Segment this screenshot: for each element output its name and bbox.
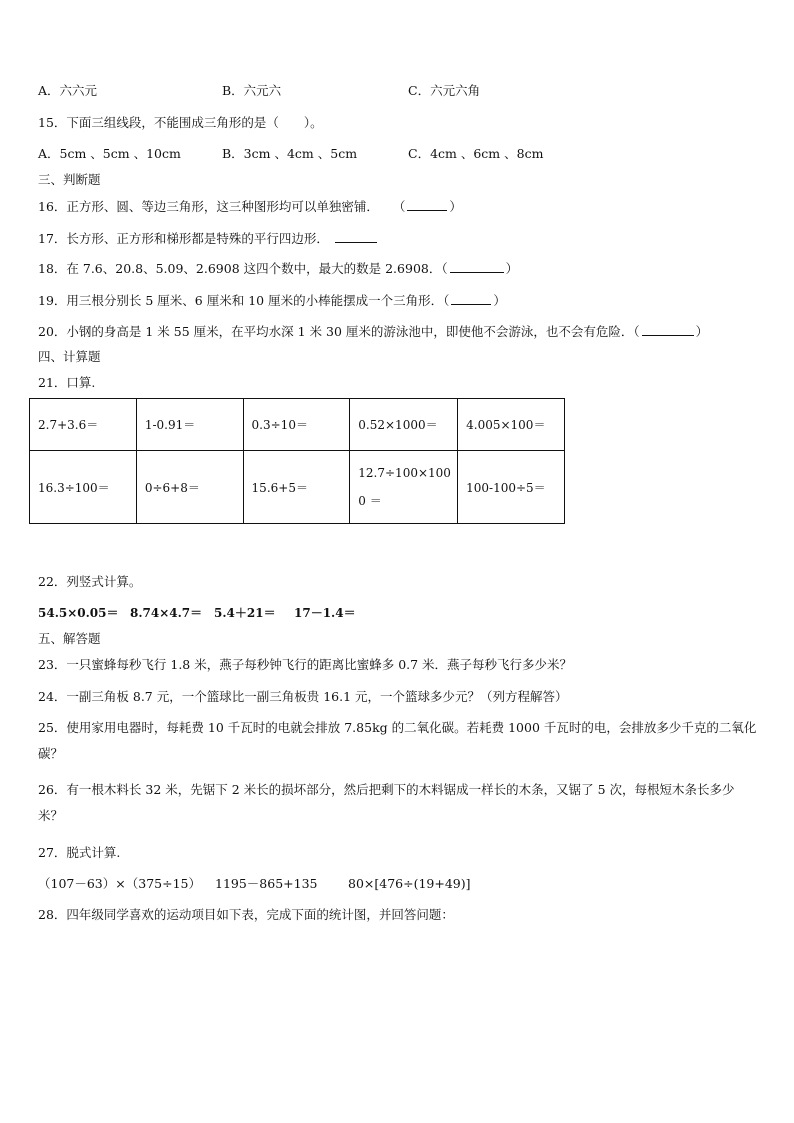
q22-expr-4: 17－1.4＝ (294, 606, 356, 620)
table-row (30, 399, 565, 451)
table-cell: 100-100÷5＝ (458, 451, 565, 524)
q27-expr-3: 80×[476÷(19+49)] (348, 876, 471, 891)
q27-expr-1: （107－63）×（375÷15） (38, 876, 201, 891)
q27-question: 27．脱式计算. (38, 845, 121, 860)
q18-text: 18．在 7.6、20.8、5.09、2.6908 这四个数中，最大的数是 2.6908．（ (38, 261, 448, 276)
q22-question: 22．列竖式计算。 (38, 574, 142, 589)
q27-expr-2: 1195－865+135 (215, 876, 318, 891)
q24-question: 24．一副三角板 8.7 元，一个篮球比一副三角板贵 16.1 元，一个篮球多少元？（列方程解答） (38, 689, 568, 704)
q25-question: 25．使用家用电器时，每耗费 10 千瓦时的电就会排放 7.85kg 的二氧化碳。若耗费 1000 千瓦时的电，会排放多少千克的二氧化碳？ (38, 720, 757, 761)
q18-question (38, 260, 518, 277)
table-cell: 4.005×100＝ (458, 399, 565, 451)
q21-question: 21．口算. (38, 375, 96, 390)
q16-open-paren: （ (392, 199, 406, 214)
q16-answer-blank[interactable] (407, 198, 447, 211)
table-cell: 15.6+5＝ (243, 451, 350, 524)
section-heading-calculation: 四、计算题 (38, 349, 101, 364)
q22-expr-1: 54.5×0.05＝ (38, 606, 119, 620)
table-cell: 1-0.91＝ (136, 399, 243, 451)
table-cell: 0.3÷10＝ (243, 399, 350, 451)
q14-option-a: A．六六元 (38, 83, 98, 98)
q17-question (38, 230, 379, 247)
q15-option-c: C．4cm 、6cm 、8cm (408, 146, 544, 161)
q15-option-b: B．3cm 、4cm 、5cm (222, 146, 358, 161)
q26-question: 26．有一根木料长 32 米，先锯下 2 米长的损坏部分，然后把剩下的木料锯成一样长的木条，又锯了 5 次，每根短木条长多少米？ (38, 782, 735, 823)
q22-expr-2: 8.74×4.7＝ (130, 606, 203, 620)
q19-answer-blank[interactable] (451, 292, 491, 305)
section-heading-word-problems: 五、解答题 (38, 631, 101, 646)
q16-question (38, 198, 462, 215)
q16-text: 16．正方形、圆、等边三角形，这三种图形均可以单独密铺． (38, 199, 379, 214)
q17-text: 17．长方形、正方形和梯形都是特殊的平行四边形． (38, 231, 329, 246)
q22-expr-3: 5.4＋21＝ (214, 606, 276, 620)
q20-text: 20．小钢的身高是 1 米 55 厘米，在平均水深 1 米 30 厘米的游泳池中，即使他不会游泳，也不会有危险．（ (38, 324, 640, 339)
q15-question: 15．下面三组线段，不能围成三角形的是（ ）。 (38, 115, 323, 130)
q14-option-c: C．六元六角 (408, 83, 481, 98)
q19-text: 19．用三根分别长 5 厘米、6 厘米和 10 厘米的小棒能摆成一个三角形．（ (38, 293, 450, 308)
q19-question (38, 292, 506, 309)
oral-calculation-table (29, 398, 565, 524)
table-row (30, 451, 565, 524)
q20-close-paren: ） (695, 324, 709, 339)
q17-answer-blank[interactable] (335, 230, 377, 243)
q19-close-paren: ） (493, 293, 506, 308)
q20-answer-blank[interactable] (642, 323, 694, 336)
table-cell: 12.7÷100×1000 ＝ (350, 451, 458, 524)
q15-option-a: A．5cm 、5cm 、10cm (38, 146, 181, 161)
q16-close-paren: ） (449, 199, 462, 214)
table-cell: 2.7+3.6＝ (30, 399, 137, 451)
q28-question: 28．四年级同学喜欢的运动项目如下表，完成下面的统计图，并回答问题： (38, 907, 454, 922)
q14-option-b: B．六元六 (222, 83, 282, 98)
table-cell: 0.52×1000＝ (350, 399, 458, 451)
q23-question: 23．一只蜜蜂每秒飞行 1.8 米，燕子每秒钟飞行的距离比蜜蜂多 0.7 米．燕子每秒飞行多少米？ (38, 657, 573, 672)
q18-answer-blank[interactable] (450, 260, 504, 273)
table-cell: 16.3÷100＝ (30, 451, 137, 524)
q18-close-paren: ） (505, 261, 519, 276)
table-cell: 0÷6+8＝ (136, 451, 243, 524)
q20-question (38, 323, 708, 340)
section-heading-judgement: 三、判断题 (38, 172, 101, 187)
